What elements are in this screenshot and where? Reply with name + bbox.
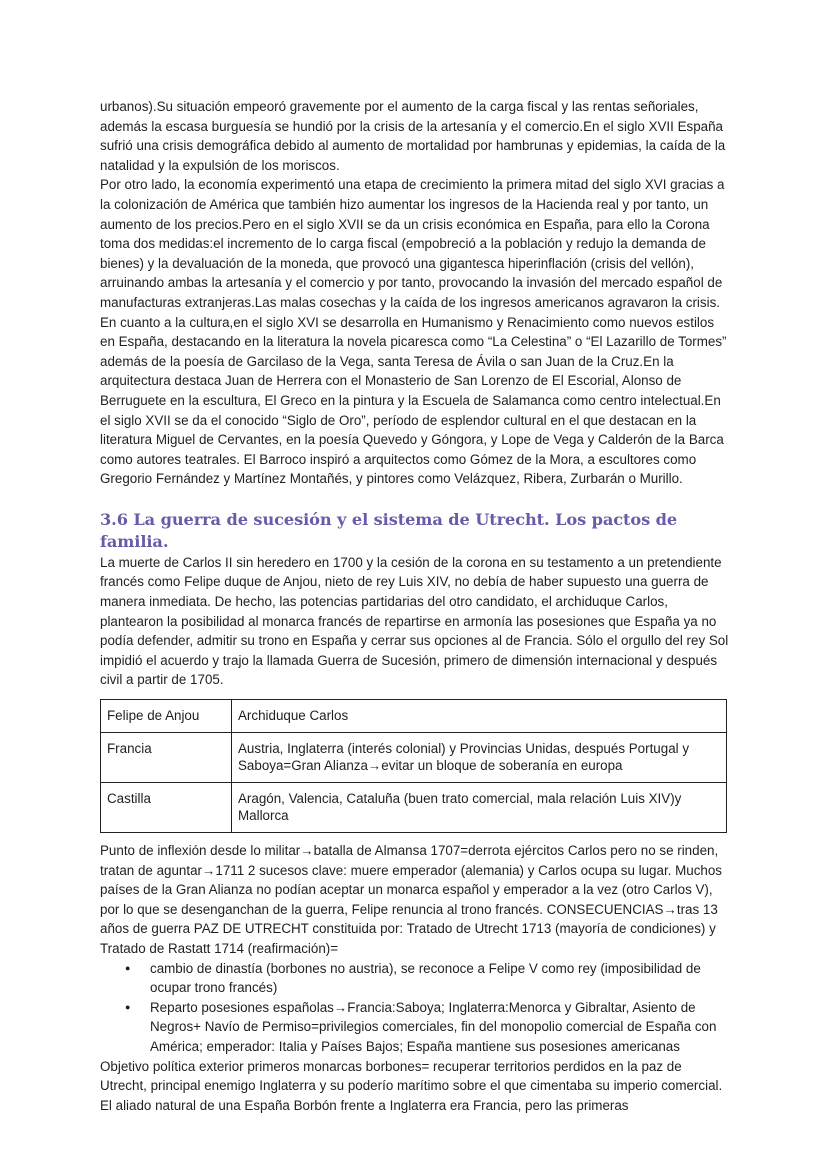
table-row (101, 783, 727, 833)
table-cell: Aragón, Valencia, Cataluña (buen trato comercial, mala relación Luis XIV)y Mallorca (232, 783, 727, 833)
table-cell: Francia (101, 733, 232, 783)
paragraph-foreign-policy: Objetivo política exterior primeros monarcas borbones= recuperar territorios perdidos en la paz de Utrecht, principal enemigo Inglaterra y su poderío marítimo sobre el que cimentaba su imperio comercial. El aliado natural de una España Borbón frente a Inglaterra era Francia, pero las primeras (100, 1058, 723, 1113)
consequences-list (100, 959, 730, 1057)
section-heading: 3.6 La guerra de sucesión y el sistema de Utrecht. Los pactos de familia. (100, 509, 678, 551)
paragraph-social-crisis: urbanos).Su situación empeoró gravemente por el aumento de la carga fiscal y las rentas señoriales, además la escasa burguesía se hundió por la crisis de la artesanía y el comercio.En el siglo XVII España sufrió una crisis demográfica debido al aumento de mortalidad por hambrunas y epidemias, la caída de la natalidad y la expulsión de los moriscos. (100, 99, 726, 173)
table-cell: Castilla (101, 783, 232, 833)
paragraph-economy: Por otro lado, la economía experimentó una etapa de crecimiento la primera mitad del siglo XVI gracias a la colonización de América que también hizo aumentar los ingresos de la Hacienda real y por tanto, un aumento de los precios.Pero en el siglo XVII se da un crisis económica en España, para ello la Corona toma dos medidas:el incremento de lo carga fiscal (empobreció a la población y redujo la demanda de bienes) y la devaluación de la moneda, que provocó una gigantesca hiperinflación (crisis del vellón), arruinando ambas la artesanía y el comercio y por tanto, provocando la invasión del mercado español de manufacturas extranjeras.Las malas cosechas y la caída de los ingresos americanos agravaron la crisis. (100, 177, 725, 310)
document-page (100, 97, 730, 1115)
paragraph-intro: La muerte de Carlos II sin heredero en 1700 y la cesión de la corona en su testamento a un pretendiente francés como Felipe duque de Anjou, nieto de rey Luis XIV, no debía de haber supuesto una guerra de manera inmediata. De hecho, las potencias partidarias del otro candidato, el archiduque Carlos, plantearon la posibilidad al monarca francés de repartirse en armonía las posesiones que España ya no podía defender, admitir su trono en España y cerrar sus opciones al de Francia. Sólo el orgullo del rey Sol impidió el acuerdo y trajo la llamada Guerra de Sucesión, primero de dimensión internacional y después civil a partir de 1705. (100, 554, 729, 688)
paragraph-culture: En cuanto a la cultura,en el siglo XVI se desarrolla en Humanismo y Renacimiento como nuevos estilos en España, destacando en la literatura la novela picaresca como “La Celestina” o “El Lazarillo de Tormes” además de la poesía de Garcilaso de la Vega, santa Teresa de Ávila o san Juan de la Cruz.En la arquitectura destaca Juan de Herrera con el Monasterio de San Lorenzo de El Escorial, Alonso de Berruguete en la escultura, El Greco en la pintura y la Escuela de Salamanca como centro intelectual.En el siglo XVII se da el conocido “Siglo de Oro”, período de esplendor cultural en el que destacan en la literatura Miguel de Cervantes, en la poesía Quevedo y Góngora, y Lope de Vega y Calderón de la Barca como autores teatrales. El Barroco inspiró a arquitectos como Gómez de la Mora, a escultores como Gregorio Fernández y Martínez Montañés, y pintores como Velázquez, Ribera, Zurbarán o Murillo. (100, 314, 727, 487)
table-row (101, 700, 727, 733)
paragraph-war-course: Punto de inflexión desde lo militar→batalla de Almansa 1707=derrota ejércitos Carlos pero no se rinden, tratan de aguntar→1711 2 sucesos clave: muere emperador (alemania) y Carlos ocupa su lugar. Muchos países de la Gran Alianza no podían aceptar un monarca español y emperador a la vez (otro Carlos V), por lo que se desenganchan de la guerra, Felipe renuncia al trono francés. CONSECUENCIAS→tras 13 años de guerra PAZ DE UTRECHT constituida por: Tratado de Utrecht 1713 (mayoría de condiciones) y Tratado de Rastatt 1714 (reafirmación)= (100, 843, 723, 956)
table-cell: Archiduque Carlos (232, 700, 727, 733)
table-cell: Austria, Inglaterra (interés colonial) y Provincias Unidas, después Portugal y Saboya=Gran Alianza→evitar un bloque de soberanía en europa (232, 733, 727, 783)
table-cell: Felipe de Anjou (101, 700, 232, 733)
list-item: ● cambio de dinastía (borbones no austria), se reconoce a Felipe V como rey (imposibilidad de ocupar trono francés) (150, 959, 730, 998)
table-row (101, 733, 727, 783)
succession-sides-table (100, 699, 727, 833)
list-item: ● Reparto posesiones españolas→Francia:Saboya; Inglaterra:Menorca y Gibraltar, Asiento de Negros+ Navío de Permiso=privilegios comerciales, fin del monopolio comercial de España con América; emperador: Italia y Países Bajos; España mantiene sus posesiones americanas (150, 998, 730, 1057)
